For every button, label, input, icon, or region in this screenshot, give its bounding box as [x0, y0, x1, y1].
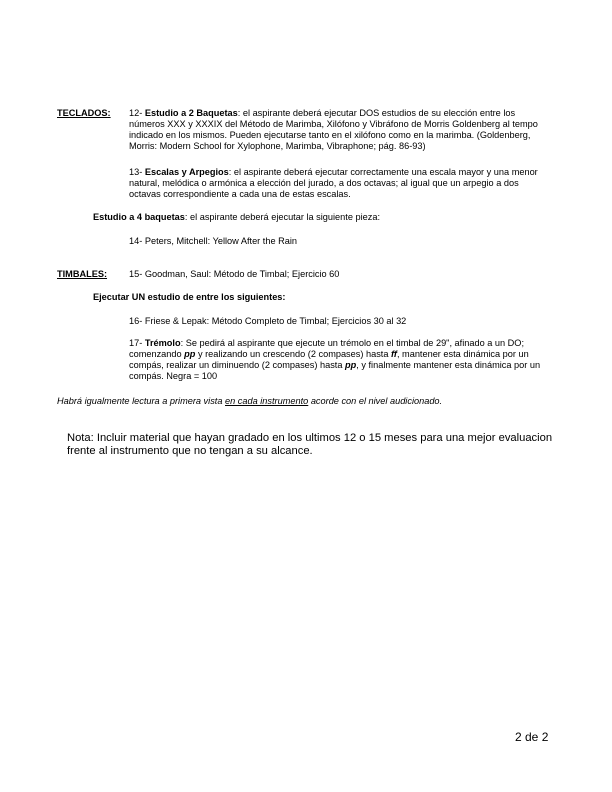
section-heading-teclados: TECLADOS:: [57, 108, 111, 118]
item-13-escalas-arpegios: 13- Escalas y Arpegios: el aspirante deberá ejecutar correctamente una escala mayor y una menor natural, melódica o armónica a elección del jurado, a dos octavas; al igual que un arpegio a dos octavas correspondiente a cada una de estas escalas.: [129, 167, 538, 199]
item-14-peters: 14- Peters, Mitchell: Yellow After the Rain: [129, 236, 298, 246]
item-16-friese-lepak: 16- Friese & Lepak: Método Completo de Timbal; Ejercicios 30 al 32: [129, 316, 407, 326]
lectura-note: Habrá igualmente lectura a primera vista en cada instrumento acorde con el nivel audicionado.: [57, 396, 443, 406]
page-number: 2 de 2: [515, 730, 549, 744]
item-12-estudio-2-baquetas: 12- Estudio a 2 Baquetas: el aspirante deberá ejecutar DOS estudios de su elección entre los números XXX y XXXIX del Método de Marimba, Xilófono y Vibráfono de Morris Goldenberg al tempo indicado en los mismos. Pueden ejecutarse tanto en el xilófono como en la marimba. (Goldenberg, Morris: Modern School for Xylophone, Marimba, Vibraphone; pág. 86-93): [129, 108, 538, 151]
estudio-4-baquetas: Estudio a 4 baquetas: el aspirante deberá ejecutar la siguiente pieza:: [93, 212, 381, 222]
section-heading-timbales: TIMBALES:: [57, 269, 108, 279]
item-15-goodman: 15- Goodman, Saul: Método de Timbal; Ejercicio 60: [129, 269, 340, 279]
nota-block: Nota: Incluir material que hayan gradado en los ultimos 12 o 15 meses para una mejor evaluacion frente al instrumento que no tengan a su alcance.: [67, 432, 553, 457]
ejecutar-un-estudio: Ejecutar UN estudio de entre los siguientes:: [93, 292, 286, 302]
item-17-tremolo: 17- Trémolo: Se pedirá al aspirante que ejecute un trémolo en el timbal de 29", afinado a un DO; comenzando pp y realizando un crescendo (2 compases) hasta ff, mantener esta dinámica por un compás, realizar un diminuendo (2 compases) hasta pp, y finalmente mantener esta dinámica por un compás. Negra = 100: [129, 338, 541, 381]
